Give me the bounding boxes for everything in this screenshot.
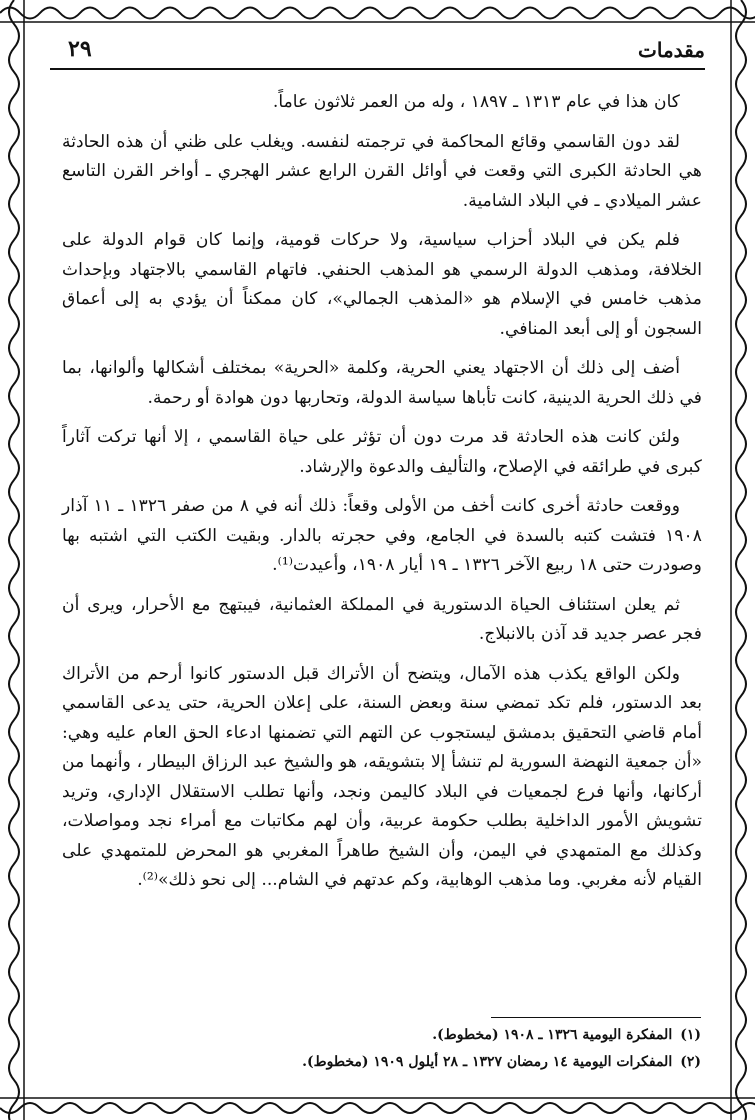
footnote-text: المفكرة اليومية ١٣٢٦ ـ ١٩٠٨ (مخطوط). [432,1027,673,1043]
running-title: مقدمات [638,38,705,62]
paragraph: أضف إلى ذلك أن الاجتهاد يعني الحرية، وكلمة «الحرية» بمختلف أشكالها وألوانها، بما في ذلك الحرية الدينية، كانت تأباها سياسة الدولة، وتحاربها دون هوادة أو رحمة. [62,358,702,408]
decorative-border-right [727,0,755,1120]
decorative-border-top [0,0,755,26]
footnote-number: (١) [680,1027,701,1043]
footnotes [61,1022,701,1076]
footnote [61,1049,701,1076]
paragraph: ثم يعلن استئناف الحياة الدستورية في المملكة العثمانية، فيبتهج مع الأحرار، ويرى أن فجر عصر جديد قد آذن بالانبلاج. [62,594,702,644]
page-number: ٢٩ [68,36,92,62]
paragraph: ولكن الواقع يكذب هذه الآمال، ويتضح أن الأتراك قبل الدستور كانوا أرحم من الأتراك بعد الدستور، فلم تكد تمضي سنة وبعض السنة، على إعلان الحرية، حتى يدعى القاسمي أمام قاضي التحقيق بدمشق ليستجوب عن التهم التي تضمنها ادعاء الحق العام عليه وهي: «أن جمعية النهضة السورية لم تنشأ إلا بتشويقه، هو والشيخ عبد الرزاق البيطار ، وأنهما من أركانها، وأنها فرع لجمعيات في البلاد كاليمن ونجد، وأنها تطلب الاستقلال الإداري، وتريد تشويش الأمور الداخلية بطلب حكومة عربية، وأن لهم مكاتبات مع أمراء نجد ومواصلات، وكذلك مع المتمهدي في اليمن، وأن الشيخ طاهراً المغربي هو المحرض للمتمهدي على القيام لأنه مغربي. وما مذهب الوهابية، وكم عدتهم في الشام... إلى نحو ذلك»⁽²⁾. [62,663,702,890]
footnote [61,1022,701,1049]
footnote-text: المفكرات اليومية ١٤ رمضان ١٣٢٧ ـ ٢٨ أيلول ١٩٠٩ (مخطوط). [302,1054,673,1070]
footnote-number: (٢) [680,1054,701,1070]
footnote-separator [491,1017,701,1018]
paragraph: لقد دون القاسمي وقائع المحاكمة في ترجمته لنفسه. ويغلب على ظني أن هذه الحادثة هي الحادثة الكبرى التي وقعت في أوائل القرن الرابع عشر الهجري ـ أواخر القرن التاسع عشر الميلادي ـ في البلاد الشامية. [62,131,702,211]
paragraph: فلم يكن في البلاد أحزاب سياسية، ولا حركات قومية، وإنما كان قوام الدولة على الخلافة، ومذهب الدولة الرسمي هو المذهب الحنفي. فاتهام القاسمي بالاجتهاد وبإحداث مذهب خامس في الإسلام هو «المذهب الجمالي»، كان ممكناً أن يؤدي به إلى أعماق السجون أو إلى أبعد المنافي. [62,230,702,339]
body-text [62,88,702,906]
decorative-border-left [0,0,28,1120]
decorative-border-bottom [0,1094,755,1120]
paragraph: ولئن كانت هذه الحادثة قد مرت دون أن تؤثر على حياة القاسمي ، إلا أنها تركت آثاراً كبرى في طرائقه في الإصلاح، والتأليف والدعوة والإرشاد. [62,427,702,477]
paragraph: كان هذا في عام ١٣١٣ ـ ١٨٩٧ ، وله من العمر ثلاثون عاماً. [272,92,680,112]
page-header [50,34,705,70]
paragraph: ووقعت حادثة أخرى كانت أخف من الأولى وقعاً: ذلك أنه في ٨ من صفر ١٣٢٦ ـ ١١ آذار ١٩٠٨ فتشت كتبه بالسدة في الجامع، وفي حجرته بالدار. وبقيت الكتب التي اشتبه بها وصودرت حتى ١٨ ربيع الآخر ١٣٢٦ ـ ١٩ أيار ١٩٠٨، وأعيدت⁽¹⁾. [62,496,702,575]
